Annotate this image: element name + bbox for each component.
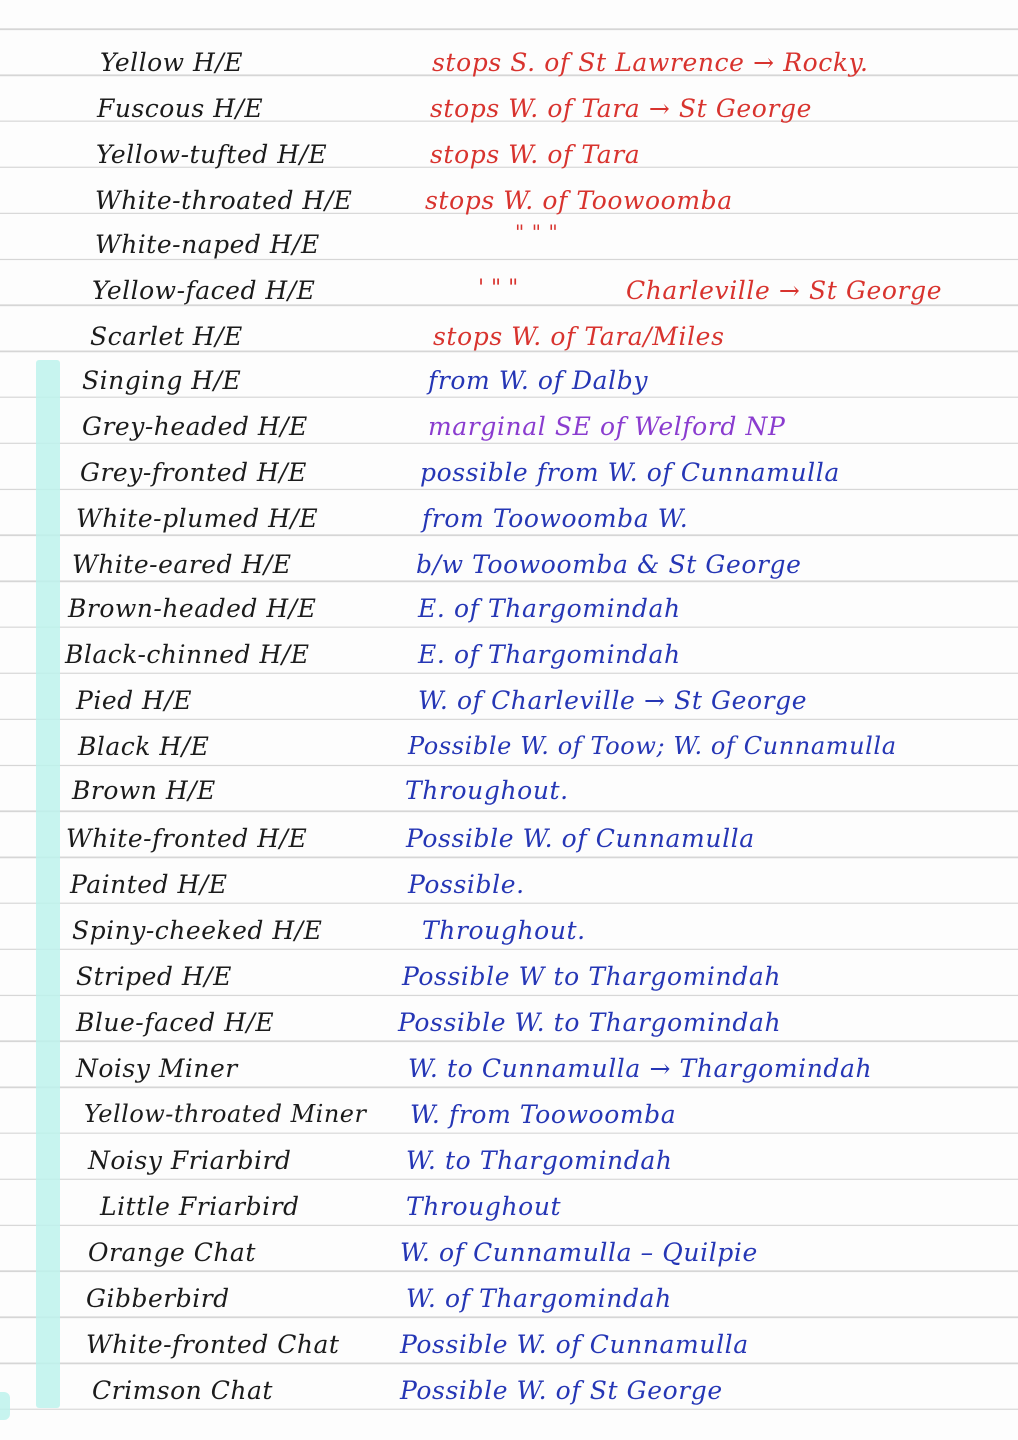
range-note: Charleville → St George bbox=[626, 276, 943, 305]
species-name: Scarlet H/E bbox=[90, 322, 243, 351]
list-item bbox=[0, 1280, 1018, 1325]
range-note: Possible W. of Toow; W. of Cunnamulla bbox=[408, 732, 897, 760]
species-name: White-fronted H/E bbox=[66, 824, 308, 853]
list-item bbox=[0, 454, 1018, 499]
list-item bbox=[0, 1096, 1018, 1141]
species-name: Noisy Friarbird bbox=[88, 1146, 292, 1175]
list-item bbox=[0, 1004, 1018, 1049]
range-note: Possible W. of St George bbox=[400, 1376, 723, 1405]
list-item bbox=[0, 1372, 1018, 1417]
species-name: Striped H/E bbox=[76, 962, 232, 991]
species-name: Gibberbird bbox=[86, 1284, 230, 1313]
species-name: Singing H/E bbox=[82, 366, 242, 395]
list-item bbox=[0, 1050, 1018, 1095]
species-name: Yellow-tufted H/E bbox=[96, 140, 328, 169]
range-note: W. of Cunnamulla – Quilpie bbox=[400, 1238, 758, 1267]
species-name: White-eared H/E bbox=[72, 550, 292, 579]
list-item bbox=[0, 500, 1018, 545]
species-name: Painted H/E bbox=[70, 870, 228, 899]
range-note: b/w Toowoomba & St George bbox=[416, 550, 802, 579]
species-name: Grey-headed H/E bbox=[82, 412, 308, 441]
species-name: Blue-faced H/E bbox=[76, 1008, 275, 1037]
list-item bbox=[0, 912, 1018, 957]
range-note: W. of Thargomindah bbox=[406, 1284, 672, 1313]
range-note: Possible W. of Cunnamulla bbox=[406, 824, 755, 853]
list-item bbox=[0, 1326, 1018, 1371]
range-note: Possible W to Thargomindah bbox=[402, 962, 782, 991]
list-item bbox=[0, 546, 1018, 591]
list-item bbox=[0, 272, 1018, 317]
species-name: White-throated H/E bbox=[95, 186, 353, 215]
range-note: W. of Charleville → St George bbox=[418, 686, 808, 715]
range-note: stops W. of Tara bbox=[430, 140, 641, 169]
species-name: Crimson Chat bbox=[92, 1376, 273, 1405]
range-note: Possible W. to Thargomindah bbox=[398, 1008, 782, 1037]
list-item bbox=[0, 590, 1018, 635]
list-item bbox=[0, 318, 1018, 363]
species-name: Spiny-cheeked H/E bbox=[72, 916, 323, 945]
species-name: Fuscous H/E bbox=[97, 94, 264, 123]
range-note: E. of Thargomindah bbox=[418, 640, 681, 669]
list-item bbox=[0, 1234, 1018, 1279]
range-note: W. to Thargomindah bbox=[406, 1146, 673, 1175]
species-name: Orange Chat bbox=[88, 1238, 256, 1267]
range-note: possible from W. of Cunnamulla bbox=[420, 458, 840, 487]
species-name: Brown H/E bbox=[72, 776, 216, 805]
list-item bbox=[0, 182, 1018, 227]
species-name: White-fronted Chat bbox=[86, 1330, 340, 1359]
species-name: White-naped H/E bbox=[95, 230, 320, 259]
species-name: Little Friarbird bbox=[100, 1192, 300, 1221]
list-item bbox=[0, 90, 1018, 135]
range-note: Possible. bbox=[408, 870, 525, 899]
list-item bbox=[0, 362, 1018, 407]
list-item bbox=[0, 682, 1018, 727]
range-note: Throughout bbox=[406, 1192, 562, 1221]
species-name: White-plumed H/E bbox=[76, 504, 319, 533]
range-note: W. from Toowoomba bbox=[410, 1100, 677, 1129]
species-name: Yellow-faced H/E bbox=[92, 276, 316, 305]
range-note: Throughout. bbox=[405, 776, 569, 805]
ditto-marks: ' " " bbox=[478, 276, 519, 301]
list-item bbox=[0, 728, 1018, 773]
list-item bbox=[0, 866, 1018, 911]
species-name: Pied H/E bbox=[76, 686, 193, 715]
list-item bbox=[0, 1142, 1018, 1187]
list-item bbox=[0, 958, 1018, 1003]
list-item bbox=[0, 636, 1018, 681]
species-name: Grey-fronted H/E bbox=[80, 458, 307, 487]
species-name: Brown-headed H/E bbox=[68, 594, 317, 623]
range-note: marginal SE of Welford NP bbox=[428, 412, 786, 441]
list-item bbox=[0, 136, 1018, 181]
range-note: stops W. of Tara/Miles bbox=[433, 322, 725, 351]
list-item bbox=[0, 1188, 1018, 1233]
species-name: Noisy Miner bbox=[76, 1054, 238, 1083]
list-item bbox=[0, 220, 1018, 271]
list-item bbox=[0, 772, 1018, 817]
list-item bbox=[0, 408, 1018, 453]
species-name: Black H/E bbox=[78, 732, 210, 761]
list-item bbox=[0, 44, 1018, 89]
range-note: W. to Cunnamulla → Thargomindah bbox=[408, 1054, 873, 1083]
range-note: from Toowoomba W. bbox=[422, 504, 689, 533]
range-note: stops W. of Toowoomba bbox=[425, 186, 733, 215]
range-note: from W. of Dalby bbox=[428, 366, 649, 395]
range-note: stops S. of St Lawrence → Rocky. bbox=[432, 48, 869, 77]
list-item bbox=[0, 820, 1018, 865]
range-note: stops W. of Tara → St George bbox=[430, 94, 812, 123]
species-name: Black-chinned H/E bbox=[65, 640, 310, 669]
range-note: Throughout. bbox=[422, 916, 586, 945]
range-note: Possible W. of Cunnamulla bbox=[400, 1330, 749, 1359]
ditto-marks: " " " bbox=[515, 220, 559, 244]
range-note: E. of Thargomindah bbox=[418, 594, 681, 623]
species-name: Yellow H/E bbox=[100, 48, 243, 77]
species-name: Yellow-throated Miner bbox=[84, 1100, 367, 1128]
